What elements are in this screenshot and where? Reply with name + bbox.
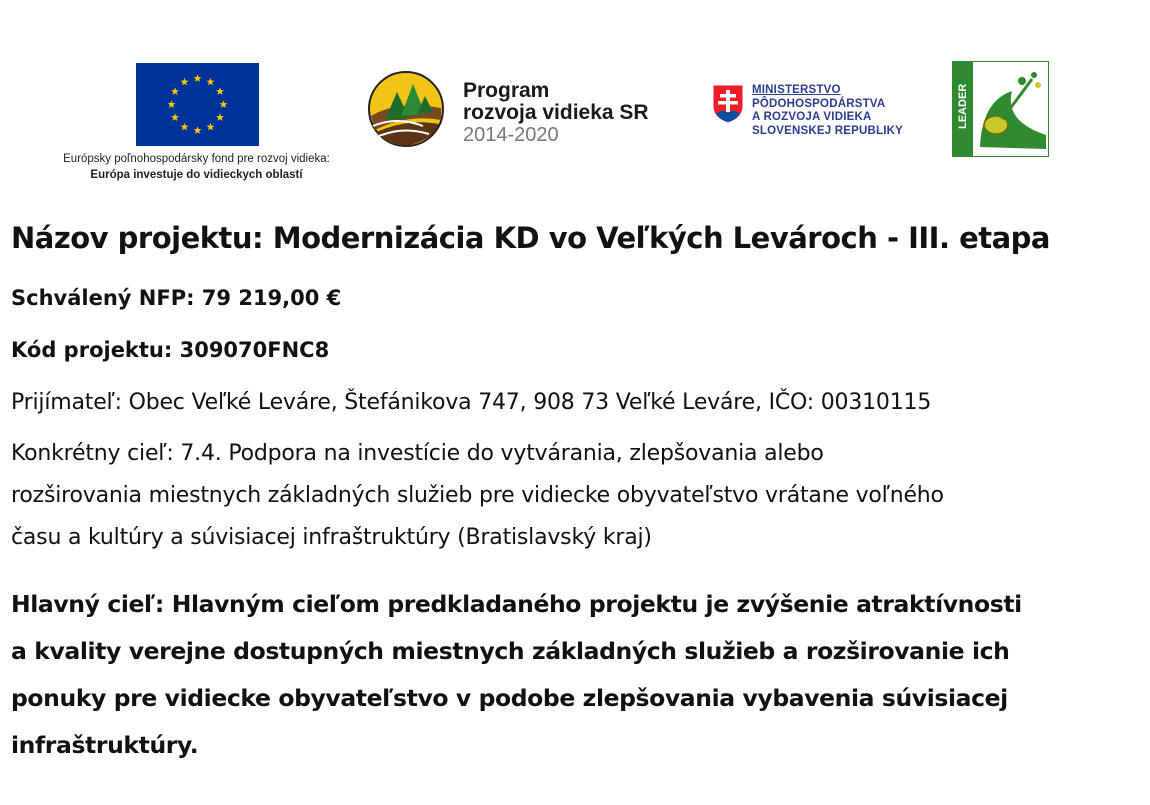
prv-logo-text bbox=[463, 80, 649, 146]
recipient: Prijímateľ: Obec Veľké Leváre, Štefánikova 747, 908 73 Veľké Leváre, IČO: 00310115 bbox=[11, 390, 932, 415]
approved-nfp: Schválený NFP: 79 219,00 € bbox=[11, 286, 342, 310]
slovak-coat-of-arms-icon bbox=[712, 84, 744, 124]
specific-goal-line: rozširovania miestnych základných služieb pre vidiecke obyvateľstvo vrátane voľného bbox=[11, 483, 944, 508]
leader-label: LEADER bbox=[957, 83, 969, 129]
prv-years: 2014-2020 bbox=[463, 124, 559, 146]
specific-goal-line: Konkrétny cieľ: 7.4. Podpora na investície do vytvárania, zlepšovania alebo bbox=[11, 441, 824, 466]
eafrd-caption bbox=[44, 151, 349, 183]
prv-logo-icon bbox=[367, 70, 445, 148]
main-goal-line: infraštruktúry. bbox=[11, 731, 199, 759]
ministry-line2: PÔDOHOSPODÁRSTVA bbox=[752, 97, 886, 110]
ministry-logo-text bbox=[752, 84, 903, 138]
ministry-line1: MINISTERSTVO bbox=[752, 84, 841, 96]
project-title: Názov projektu: Modernizácia KD vo Veľkých Levároch - III. etapa bbox=[11, 221, 1051, 255]
prv-line2: rozvoja vidieka SR bbox=[463, 101, 649, 124]
specific-goal-line: času a kultúry a súvisiacej infraštruktúry (Bratislavský kraj) bbox=[11, 525, 652, 550]
eafrd-caption-line1: Európsky poľnohospodársky fond pre rozvoj vidieka: bbox=[63, 153, 330, 165]
prv-line1: Program bbox=[463, 79, 550, 102]
eafrd-caption-line2: Európa investuje do vidieckych oblastí bbox=[90, 169, 303, 181]
leader-logo-icon bbox=[952, 61, 1049, 157]
main-goal-line: ponuky pre vidiecke obyvateľstvo v podobe zlepšovania vybavenia súvisiacej bbox=[11, 684, 1008, 712]
eu-flag-icon bbox=[136, 63, 259, 146]
main-goal-line: Hlavný cieľ: Hlavným cieľom predkladaného projektu je zvýšenie atraktívnosti bbox=[11, 590, 1022, 618]
main-goal-line: a kvality verejne dostupných miestnych základných služieb a rozširovanie ich bbox=[11, 637, 1010, 665]
project-code: Kód projektu: 309070FNC8 bbox=[11, 338, 330, 362]
ministry-line3: A ROZVOJA VIDIEKA bbox=[752, 111, 872, 123]
ministry-line4: SLOVENSKEJ REPUBLIKY bbox=[752, 124, 903, 137]
